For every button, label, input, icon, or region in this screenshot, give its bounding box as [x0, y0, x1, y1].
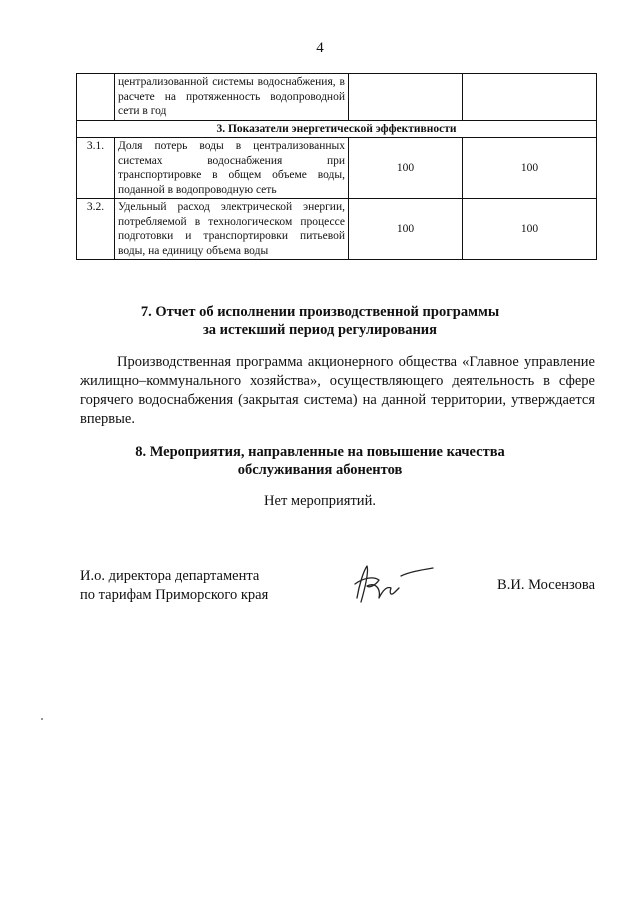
row-number: 3.1. [77, 138, 115, 199]
section-7-paragraph: Производственная программа акционерного общества «Главное управление жилищно–коммунального хозяйства», осуществляющего деятельность в сфере горячего водоснабжения (закрытая система) на данной территории, утверждается впервые. [80, 354, 595, 427]
table-section-row [77, 120, 597, 138]
indicator-description: Доля потерь воды в централизованных системах водоснабжения при транспортировке в общем объеме воды, поданной в водопроводную сеть [115, 138, 349, 199]
indicator-value-1 [349, 74, 463, 121]
row-number [77, 74, 115, 121]
section-8-heading [0, 443, 640, 479]
section-3-title: 3. Показатели энергетической эффективности [77, 120, 597, 138]
indicator-value-2: 100 [463, 138, 597, 199]
table-row [77, 199, 597, 260]
indicator-value-2: 100 [463, 199, 597, 260]
section-7-title-line1: 7. Отчет об исполнении производственной программы [140, 304, 500, 320]
table-row [77, 74, 597, 121]
section-7-heading [0, 303, 640, 339]
signatory-position-line2: по тарифам Приморского края [80, 587, 269, 603]
section-8-title-line1: 8. Мероприятия, направленные на повышение качества [135, 444, 505, 460]
no-activities-text: Нет мероприятий. [264, 493, 376, 509]
signatory-position-line1: И.о. директора департамента [80, 568, 260, 584]
indicator-description: централизованной системы водоснабжения, в расчете на протяженность водопроводной сети в год [115, 74, 349, 121]
section-7-title-line2: за истекший период регулирования [202, 322, 438, 338]
signatory-name: В.И. Мосензова [497, 577, 595, 593]
scan-speck [41, 718, 43, 720]
handwritten-signature [345, 558, 435, 608]
indicator-value-2 [463, 74, 597, 121]
signatory-position [80, 567, 268, 605]
table-row [77, 138, 597, 199]
page-number: 4 [316, 40, 324, 56]
indicator-value-1: 100 [349, 199, 463, 260]
indicator-description: Удельный расход электрической энергии, потребляемой в технологическом процессе подготовки и транспортировки питьевой воды, на единицу объема воды [115, 199, 349, 260]
row-number: 3.2. [77, 199, 115, 260]
indicator-value-1: 100 [349, 138, 463, 199]
indicators-table [76, 73, 597, 260]
section-8-title-line2: обслуживания абонентов [237, 462, 403, 478]
